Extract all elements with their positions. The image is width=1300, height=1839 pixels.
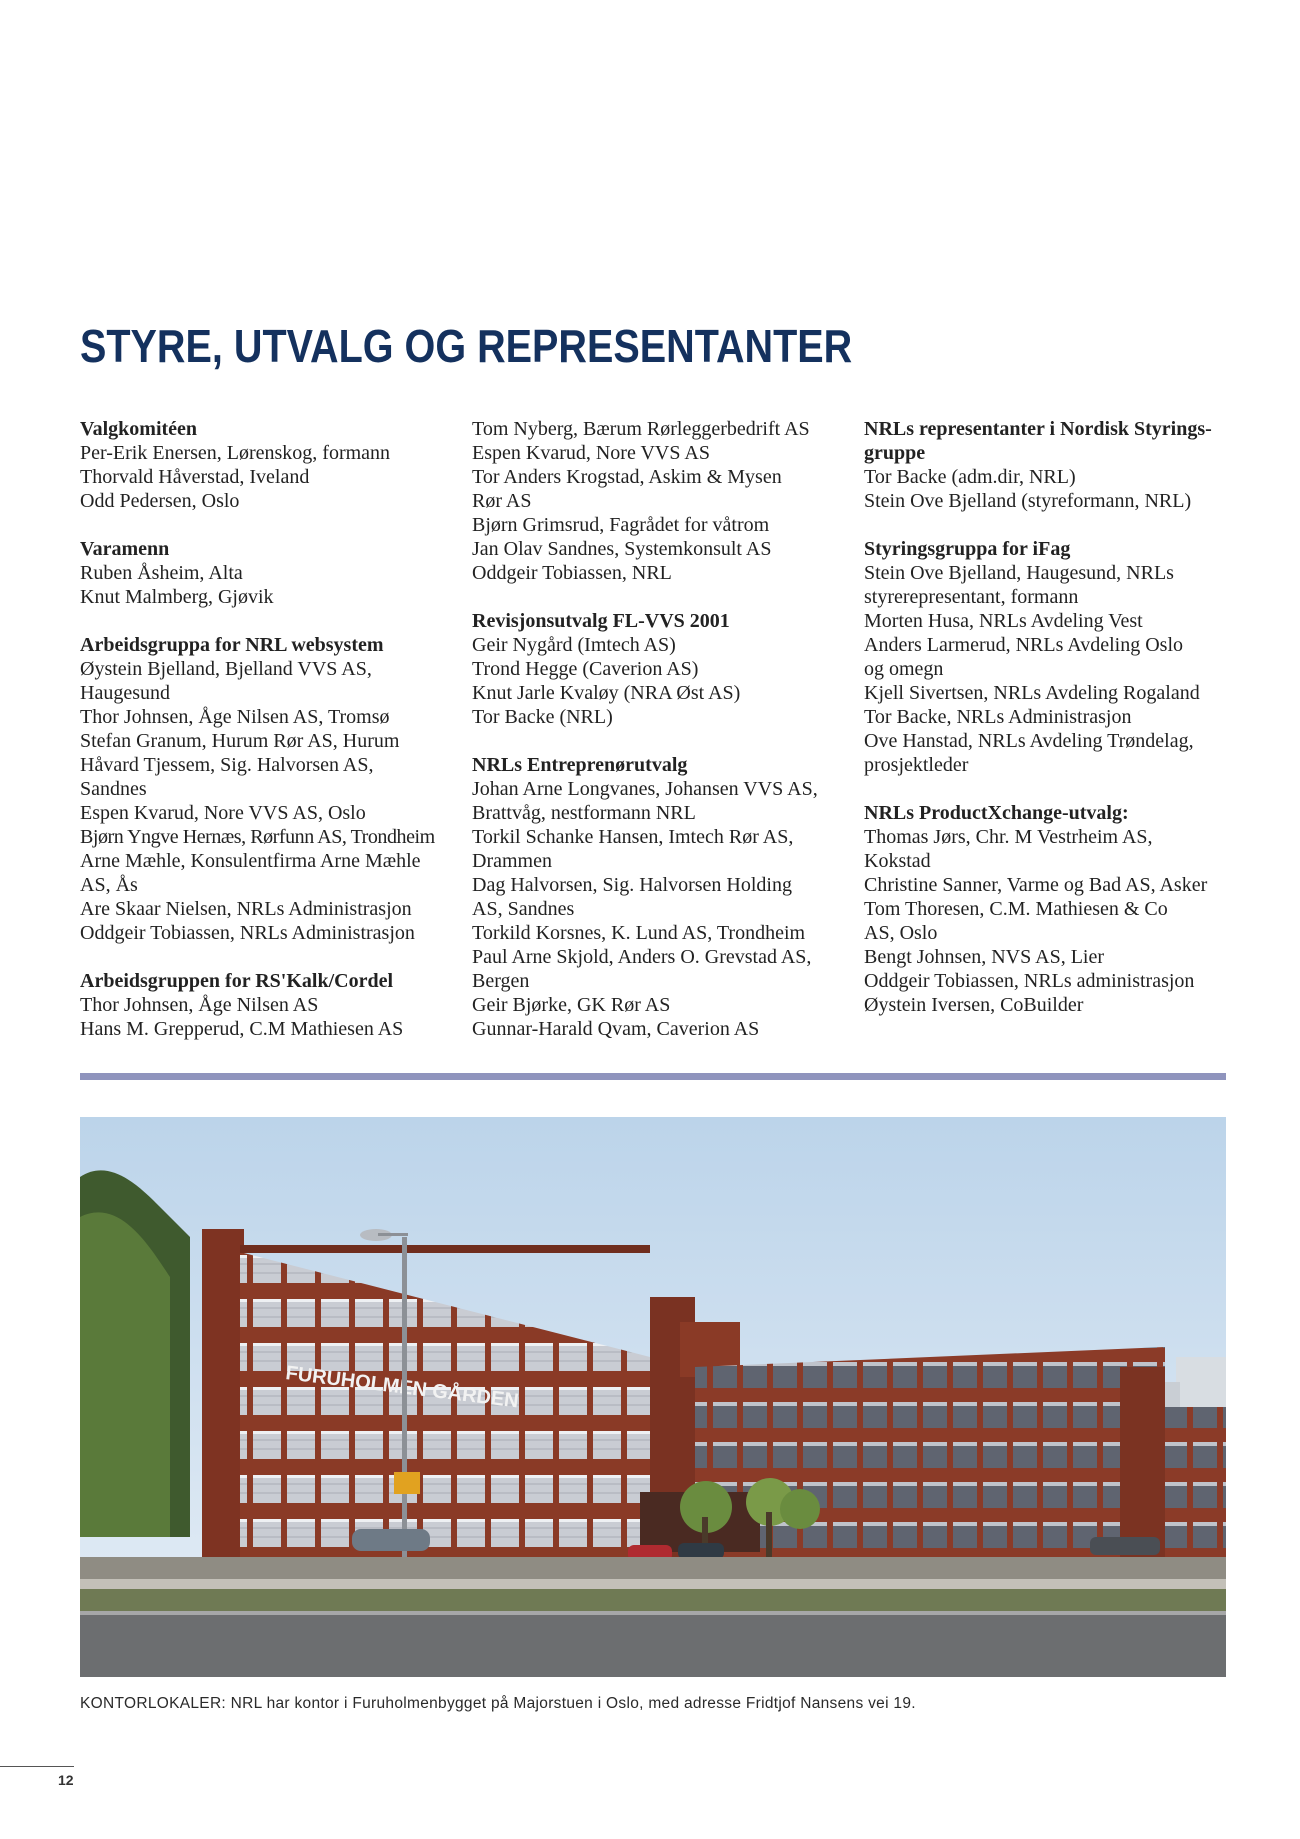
block-line: Ove Hanstad, NRLs Avdeling Trøndelag, [864,730,1194,752]
block-line: Tom Nyberg, Bærum Rørleggerbedrift AS [472,418,810,440]
block-line: Stein Ove Bjelland, Haugesund, NRLs [864,562,1174,584]
text-block [864,537,1234,777]
block-line: Kokstad [864,850,931,872]
block-heading: Styringsgruppa for iFag [864,538,1071,560]
block-line: Haugesund [80,682,170,704]
office-building-photo [80,1117,1226,1677]
block-heading: Varamenn [80,538,170,560]
text-block [80,633,450,945]
block-line: Geir Bjørke, GK Rør AS [472,994,671,1016]
block-line: Brattvåg, nestformann NRL [472,802,696,824]
block-line: Per-Erik Enersen, Lørenskog, formann [80,442,391,464]
text-block [80,969,450,1041]
page-title: STYRE, UTVALG OG REPRESENTANTER [80,320,853,372]
block-line: Dag Halvorsen, Sig. Halvorsen Holding [472,874,792,896]
block-line: Hans M. Grepperud, C.M Mathiesen AS [80,1018,404,1040]
photo-caption: KONTORLOKALER: NRL har kontor i Furuholmenbygget på Majorstuen i Oslo, med adresse Fridtjof Nansens vei 19. [80,1695,916,1712]
block-heading: Arbeidsgruppa for NRL websystem [80,634,384,656]
block-line: Øystein Bjelland, Bjelland VVS AS, [80,658,372,680]
block-line: AS, Ås [80,874,138,896]
block-heading: NRLs Entreprenørutvalg [472,754,688,776]
block-line: Knut Malmberg, Gjøvik [80,586,274,608]
block-line: Ruben Åsheim, Alta [80,562,243,584]
block-line: Odd Pedersen, Oslo [80,490,240,512]
block-line: Bengt Johnsen, NVS AS, Lier [864,946,1104,968]
block-line: Torkil Schanke Hansen, Imtech Rør AS, [472,826,794,848]
block-heading: Arbeidsgruppen for RS'Kalk/Cordel [80,970,393,992]
section-divider [80,1073,1226,1080]
block-line: Knut Jarle Kvaløy (NRA Øst AS) [472,682,741,704]
column-left [80,417,450,1065]
block-heading: Revisjonsutvalg FL-VVS 2001 [472,610,730,632]
block-line: Espen Kvarud, Nore VVS AS [472,442,710,464]
block-line: Thor Johnsen, Åge Nilsen AS, Tromsø [80,706,390,728]
block-line: Oddgeir Tobiassen, NRL [472,562,672,584]
block-line: Håvard Tjessem, Sig. Halvorsen AS, [80,754,374,776]
block-line: Bergen [472,970,530,992]
block-line: Christine Sanner, Varme og Bad AS, Asker [864,874,1208,896]
block-line: Tom Thoresen, C.M. Mathiesen & Co [864,898,1168,920]
block-line: Geir Nygård (Imtech AS) [472,634,676,656]
block-line: Anders Larmerud, NRLs Avdeling Oslo [864,634,1184,656]
block-line: Tor Anders Krogstad, Askim & Mysen [472,466,782,488]
text-block [472,417,842,585]
block-line: styrerepresentant, formann [864,586,1079,608]
block-line: Bjørn Yngve Hernæs, Rørfunn AS, Trondheim [80,826,435,848]
block-heading: NRLs ProductXchange-utvalg: [864,802,1129,824]
block-line: Gunnar-Harald Qvam, Caverion AS [472,1018,760,1040]
block-line: Paul Arne Skjold, Anders O. Grevstad AS, [472,946,812,968]
text-block [80,537,450,609]
text-block [472,609,842,729]
block-line: Stefan Granum, Hurum Rør AS, Hurum [80,730,400,752]
block-line: Rør AS [472,490,532,512]
block-line: Espen Kvarud, Nore VVS AS, Oslo [80,802,366,824]
block-line: prosjektleder [864,754,969,776]
page-number-rule [0,1766,74,1767]
block-line: og omegn [864,658,944,680]
block-line: Morten Husa, NRLs Avdeling Vest [864,610,1143,632]
text-block [472,753,842,1041]
block-line: Tor Backe (NRL) [472,706,613,728]
block-line: Øystein Iversen, CoBuilder [864,994,1084,1016]
block-line: Trond Hegge (Caverion AS) [472,658,699,680]
block-line: Oddgeir Tobiassen, NRLs Administrasjon [80,922,415,944]
block-heading: Valgkomitéen [80,418,198,440]
block-line: Kjell Sivertsen, NRLs Avdeling Rogaland [864,682,1200,704]
block-line: Jan Olav Sandnes, Systemkonsult AS [472,538,772,560]
block-line: Johan Arne Longvanes, Johansen VVS AS, [472,778,818,800]
block-line: AS, Oslo [864,922,938,944]
text-block [864,417,1234,513]
block-line: Sandnes [80,778,147,800]
text-block [80,417,450,513]
block-line: Oddgeir Tobiassen, NRLs administrasjon [864,970,1195,992]
block-line: Stein Ove Bjelland (styreformann, NRL) [864,490,1192,512]
text-block [864,801,1234,1017]
building-sign-text: FURUHOLMEN GÅRDEN [284,1362,520,1413]
block-line: Thor Johnsen, Åge Nilsen AS [80,994,319,1016]
page-number: 12 [58,1772,74,1788]
block-line: Arne Mæhle, Konsulentfirma Arne Mæhle [80,850,421,872]
block-line: Drammen [472,850,552,872]
block-heading: NRLs representanter i Nordisk Styrings- [864,418,1212,440]
block-line: Thomas Jørs, Chr. M Vestrheim AS, [864,826,1153,848]
block-line: Thorvald Håverstad, Iveland [80,466,310,488]
block-line: Bjørn Grimsrud, Fagrådet for våtrom [472,514,770,536]
block-heading: gruppe [864,442,926,464]
block-line: Torkild Korsnes, K. Lund AS, Trondheim [472,922,806,944]
block-line: Are Skaar Nielsen, NRLs Administrasjon [80,898,412,920]
block-line: Tor Backe, NRLs Administrasjon [864,706,1132,728]
block-line: Tor Backe (adm.dir, NRL) [864,466,1076,488]
column-right [864,417,1234,1041]
block-line: AS, Sandnes [472,898,575,920]
column-middle [472,417,842,1065]
